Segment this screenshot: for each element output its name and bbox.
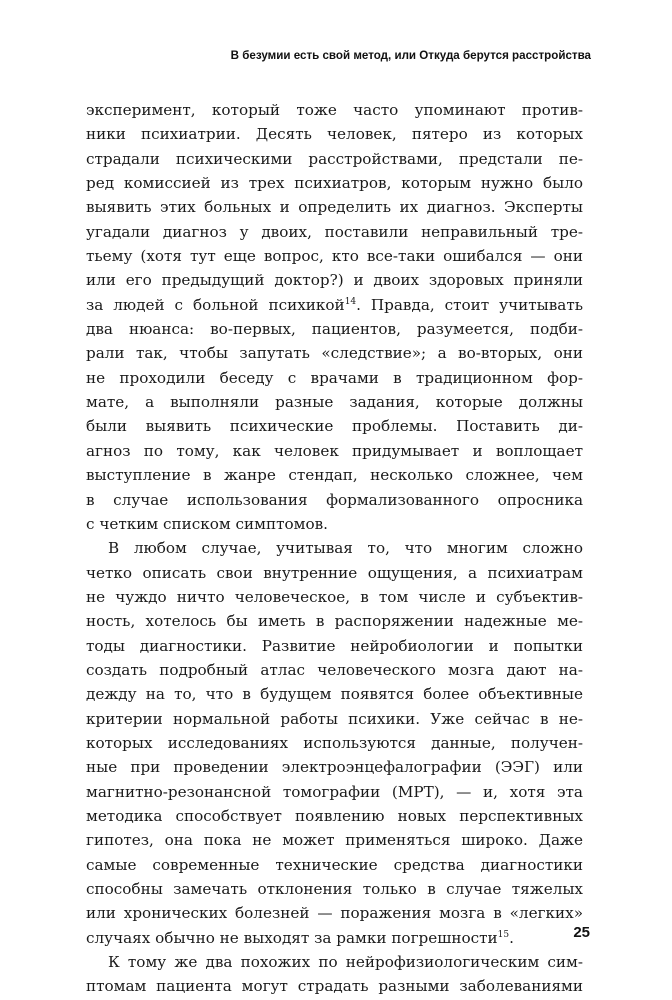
text-line: гипотез, она пока не может применяться широко. Даже [86, 831, 583, 850]
text-line: ные при проведении электроэнцефалографии (ЭЭГ) или [86, 758, 583, 777]
body-text [86, 98, 583, 999]
text-line: создать подробный атлас человеческого мозга дают на- [86, 660, 583, 679]
text-line: В любом случае, учитывая то, что многим сложно [108, 539, 583, 558]
text-line: или хронических болезней — поражения мозга в «легких» [86, 904, 583, 923]
text-segment: . [509, 928, 514, 947]
text-line: критерии нормальной работы психики. Уже сейчас в не- [86, 709, 583, 728]
text-segment: за людей с больной психикой [86, 295, 345, 314]
text-line-with-footnote [86, 926, 583, 950]
text-line: мате, а выполняли разные задания, которые должны [86, 393, 583, 412]
text-line: способны замечать отклонения только в случае тяжелых [86, 880, 583, 898]
text-line: самые современные технические средства диагностики [86, 855, 583, 874]
text-line: тьему (хотя тут еще вопрос, кто все-таки ошибался — они [86, 247, 583, 266]
running-header: В безумии есть свой метод, или Откуда берутся расстройства [230, 49, 591, 62]
text-segment: случаях обычно не выходят за рамки погрешности [86, 928, 498, 947]
text-line: или его предыдущий доктор?) и двоих здоровых приняли [86, 271, 583, 290]
paragraph [86, 950, 583, 999]
text-line: К тому же два похожих по нейрофизиологическим сим- [108, 953, 583, 972]
page-number: 25 [573, 924, 590, 941]
text-line: были выявить психические проблемы. Поставить ди- [86, 417, 583, 436]
text-line: тоды диагностики. Развитие нейробиологии и попытки [86, 636, 583, 655]
footnote-ref-14[interactable]: 14 [344, 296, 357, 307]
text-line: ред комиссией из трех психиатров, которым нужно было [86, 174, 583, 193]
text-line: с четким списком симптомов. [86, 514, 328, 533]
text-line: не чуждо ничто человеческое, в том числе и субъектив- [86, 587, 583, 606]
text-line: которых исследованиях используются данные, получен- [86, 733, 583, 752]
text-line: дежду на то, что в будущем появятся более объективные [86, 685, 583, 704]
text-line: эксперимент, который тоже часто упоминают против- [86, 101, 583, 119]
text-line: выявить этих больных и определить их диагноз. Эксперты [86, 198, 583, 217]
text-line: рали так, чтобы запутать «следствие»; а во-вторых, они [86, 344, 583, 363]
paragraph [86, 98, 583, 536]
text-line: ники психиатрии. Десять человек, пятеро из которых [86, 125, 583, 144]
text-line: магнитно-резонансной томографии (МРТ), — и, хотя эта [86, 782, 583, 801]
text-line: агноз по тому, как человек придумывает и воплощает [86, 441, 583, 460]
text-line: не проходили беседу с врачами в традиционном фор- [86, 368, 583, 387]
text-line: четко описать свои внутренние ощущения, а психиатрам [86, 563, 583, 582]
footnote-ref-15[interactable]: 15 [497, 929, 510, 940]
text-line: два нюанса: во-первых, пациентов, разумеется, подби- [86, 320, 583, 339]
text-line: ность, хотелось бы иметь в распоряжении надежные ме- [86, 612, 583, 631]
text-line: методика способствует появлению новых перспективных [86, 806, 583, 825]
text-line: птомам пациента могут страдать разными заболеваниями [86, 977, 583, 996]
text-line-with-footnote [86, 293, 583, 317]
text-line: угадали диагноз у двоих, поставили неправильный тре- [86, 222, 583, 241]
text-line: выступление в жанре стендап, несколько сложнее, чем [86, 466, 583, 485]
text-line: страдали психическими расстройствами, предстали пе- [86, 149, 583, 168]
text-segment: . Правда, стоит учитывать [356, 295, 583, 314]
text-line: в случае использования формализованного опросника [86, 490, 583, 509]
paragraph [86, 536, 583, 950]
